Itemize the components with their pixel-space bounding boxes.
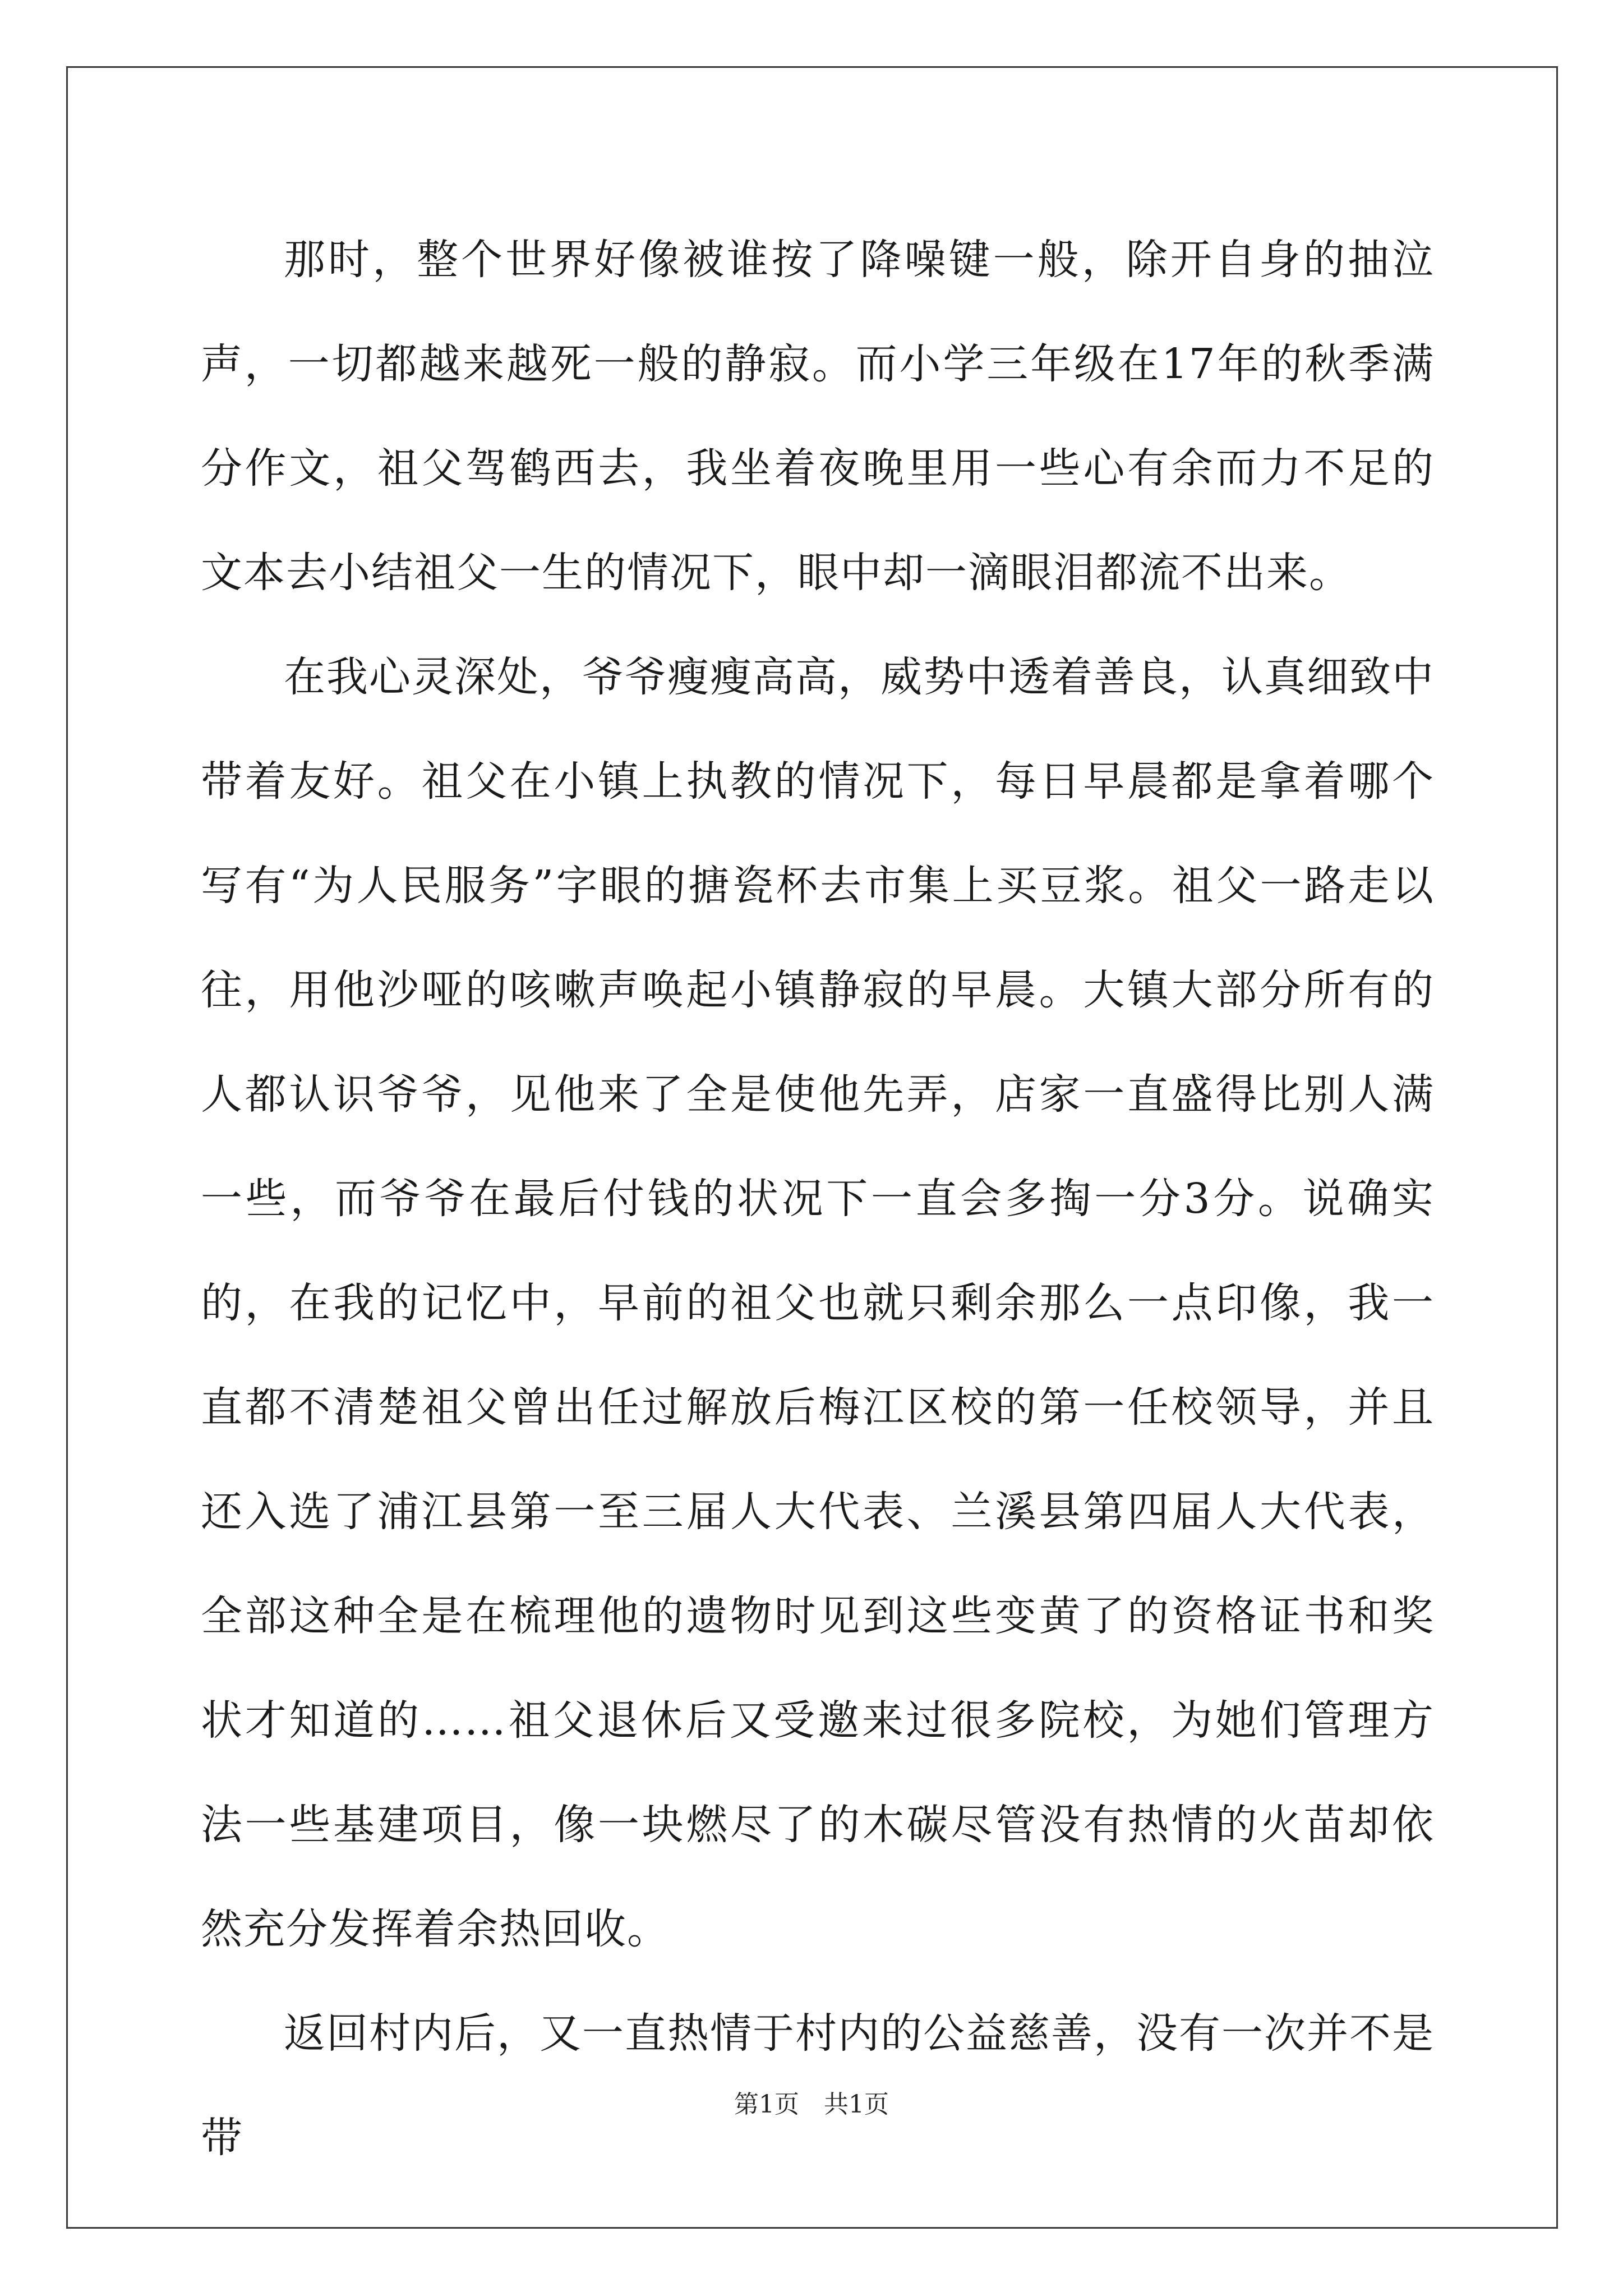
- document-body: [201, 208, 1435, 2190]
- paragraph-2: 在我心灵深处，爷爷瘦瘦高高，威势中透着善良，认真细致中带着友好。祖父在小镇上执教的情况下，每日早晨都是拿着哪个写有“为人民服务”字眼的搪瓷杯去市集上买豆浆。祖父一路走以往，用他沙哑的咳嗽声唤起小镇静寂的早晨。大镇大部分所有的人都认识爷爷，见他来了全是使他先弄，店家一直盛得比别人满一些，而爷爷在最后付钱的状况下一直会多掏一分3分。说确实的，在我的记忆中，早前的祖父也就只剩余那么一点印像，我一直都不清楚祖父曾出任过解放后梅江区校的第一任校领导，并且还入选了浦江县第一至三届人大代表、兰溪县第四届人大代表，全部这种全是在梳理他的遗物时见到这些变黄了的资格证书和奖状才知道的……祖父退休后又受邀来过很多院校，为她们管理方法一些基建项目，像一块燃尽了的木碳尽管没有热情的火苗却依然充分发挥着余热回收。: [201, 653, 1435, 1953]
- paragraph-3: 返回村内后，又一直热情于村内的公益慈善，没有一次并不是带: [201, 2009, 1435, 2162]
- page-number-footer: 第1页 共1页: [734, 2090, 889, 2119]
- paragraph-1: 那时，整个世界好像被谁按了降噪键一般，除开自身的抽泣声，一切都越来越死一般的静寂。而小学三年级在17年的秋季满分作文，祖父驾鹤西去，我坐着夜晚里用一些心有余而力不足的文本去小结祖父一生的情况下，眼中却一滴眼泪都流不出来。: [201, 236, 1435, 597]
